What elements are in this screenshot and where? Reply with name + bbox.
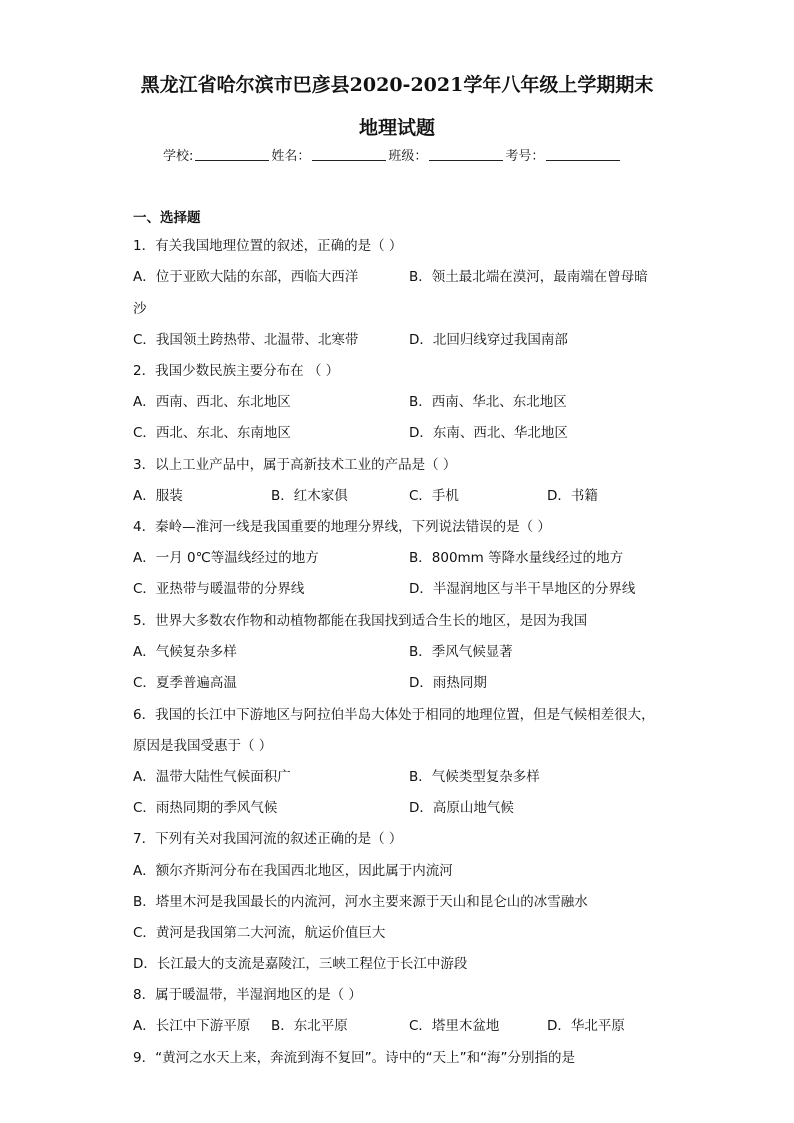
q1-option-a: A．位于亚欧大陆的东部，西临大西洋 — [133, 269, 359, 285]
q7-stem: 7．下列有关对我国河流的叙述正确的是（ ） — [133, 831, 403, 847]
q6-option-a: A．温带大陆性气候面积广 — [133, 769, 291, 785]
class-blank — [429, 148, 503, 161]
q5-option-b: B．季风气候显著 — [409, 644, 513, 660]
name-label: 姓名： — [271, 149, 311, 164]
q3-option-c: C．手机 — [409, 488, 459, 504]
q5-option-c: C．夏季普遍高温 — [133, 675, 237, 691]
class-label: 班级： — [388, 149, 428, 164]
q7-option-c: C．黄河是我国第二大河流，航运价值巨大 — [133, 925, 386, 941]
q8-option-a: A．长江中下游平原 — [133, 1018, 251, 1034]
q6-option-b: B．气候类型复杂多样 — [409, 769, 540, 785]
q2-option-a: A．西南、西北、东北地区 — [133, 394, 291, 410]
q3-option-d: D．书籍 — [547, 488, 598, 504]
q4-option-c: C．亚热带与暖温带的分界线 — [133, 581, 305, 597]
q3-stem: 3．以上工业产品中，属于高新技术工业的产品是（ ） — [133, 457, 457, 473]
q5-stem: 5．世界大多数农作物和动植物都能在我国找到适合生长的地区，是因为我国 — [133, 613, 588, 629]
q6-stem: 6．我国的长江中下游地区与阿拉伯半岛大体处于相同的地理位置，但是气候相差很大， — [133, 707, 655, 723]
q1-option-d: D．北回归线穿过我国南部 — [409, 332, 568, 348]
student-info-line — [163, 145, 622, 164]
q2-option-d: D．东南、西北、华北地区 — [409, 425, 568, 441]
q8-option-b: B．东北平原 — [271, 1018, 348, 1034]
q5-option-a: A．气候复杂多样 — [133, 644, 237, 660]
q6-stem-continued: 原因是我国受惠于（ ） — [133, 738, 273, 754]
school-blank — [195, 148, 269, 161]
q2-option-c: C．西北、东北、东南地区 — [133, 425, 291, 441]
q6-option-c: C．雨热同期的季风气候 — [133, 800, 278, 816]
exam-number-blank — [546, 148, 620, 161]
q5-option-d: D．雨热同期 — [409, 675, 487, 691]
q1-stem: 1．有关我国地理位置的叙述，正确的是（ ） — [133, 238, 403, 254]
school-label: 学校: — [163, 149, 194, 164]
exam-number-label: 考号： — [505, 149, 545, 164]
q9-stem: 9．“黄河之水天上来，奔流到海不复回”。诗中的“天上”和“海”分别指的是 — [133, 1050, 576, 1066]
q7-option-a: A．额尔齐斯河分布在我国西北地区，因此属于内流河 — [133, 863, 453, 879]
q7-option-b: B．塔里木河是我国最长的内流河，河水主要来源于天山和昆仑山的冰雪融水 — [133, 894, 588, 910]
q2-stem: 2．我国少数民族主要分布在 （ ） — [133, 363, 340, 379]
q1-option-c: C．我国领土跨热带、北温带、北寒带 — [133, 332, 359, 348]
name-blank — [312, 148, 386, 161]
q4-option-b: B．800mm 等降水量线经过的地方 — [409, 550, 624, 566]
q8-stem: 8．属于暖温带，半湿润地区的是（ ） — [133, 987, 362, 1003]
section-heading: 一、选择题 — [133, 210, 201, 226]
q8-option-d: D．华北平原 — [547, 1018, 625, 1034]
q3-option-a: A．服装 — [133, 488, 183, 504]
q7-option-d: D．长江最大的支流是嘉陵江，三峡工程位于长江中游段 — [133, 956, 468, 972]
q6-option-d: D．高原山地气候 — [409, 800, 514, 816]
q4-stem: 4．秦岭—淮河一线是我国重要的地理分界线，下列说法错误的是（ ） — [133, 519, 551, 535]
q2-option-b: B．西南、华北、东北地区 — [409, 394, 567, 410]
q8-option-c: C．塔里木盆地 — [409, 1018, 500, 1034]
q1-option-b: B．领土最北端在漠河，最南端在曾母暗 — [409, 269, 648, 285]
q4-option-d: D．半湿润地区与半干旱地区的分界线 — [409, 581, 636, 597]
q3-option-b: B．红木家俱 — [271, 488, 348, 504]
q4-option-a: A．一月 0℃等温线经过的地方 — [133, 550, 319, 566]
exam-title-line1: 黑龙江省哈尔滨市巴彦县2020-2021学年八年级上学期期末 — [140, 74, 654, 96]
q1-option-b-continued: 沙 — [133, 301, 147, 317]
exam-title-line2: 地理试题 — [358, 117, 435, 139]
